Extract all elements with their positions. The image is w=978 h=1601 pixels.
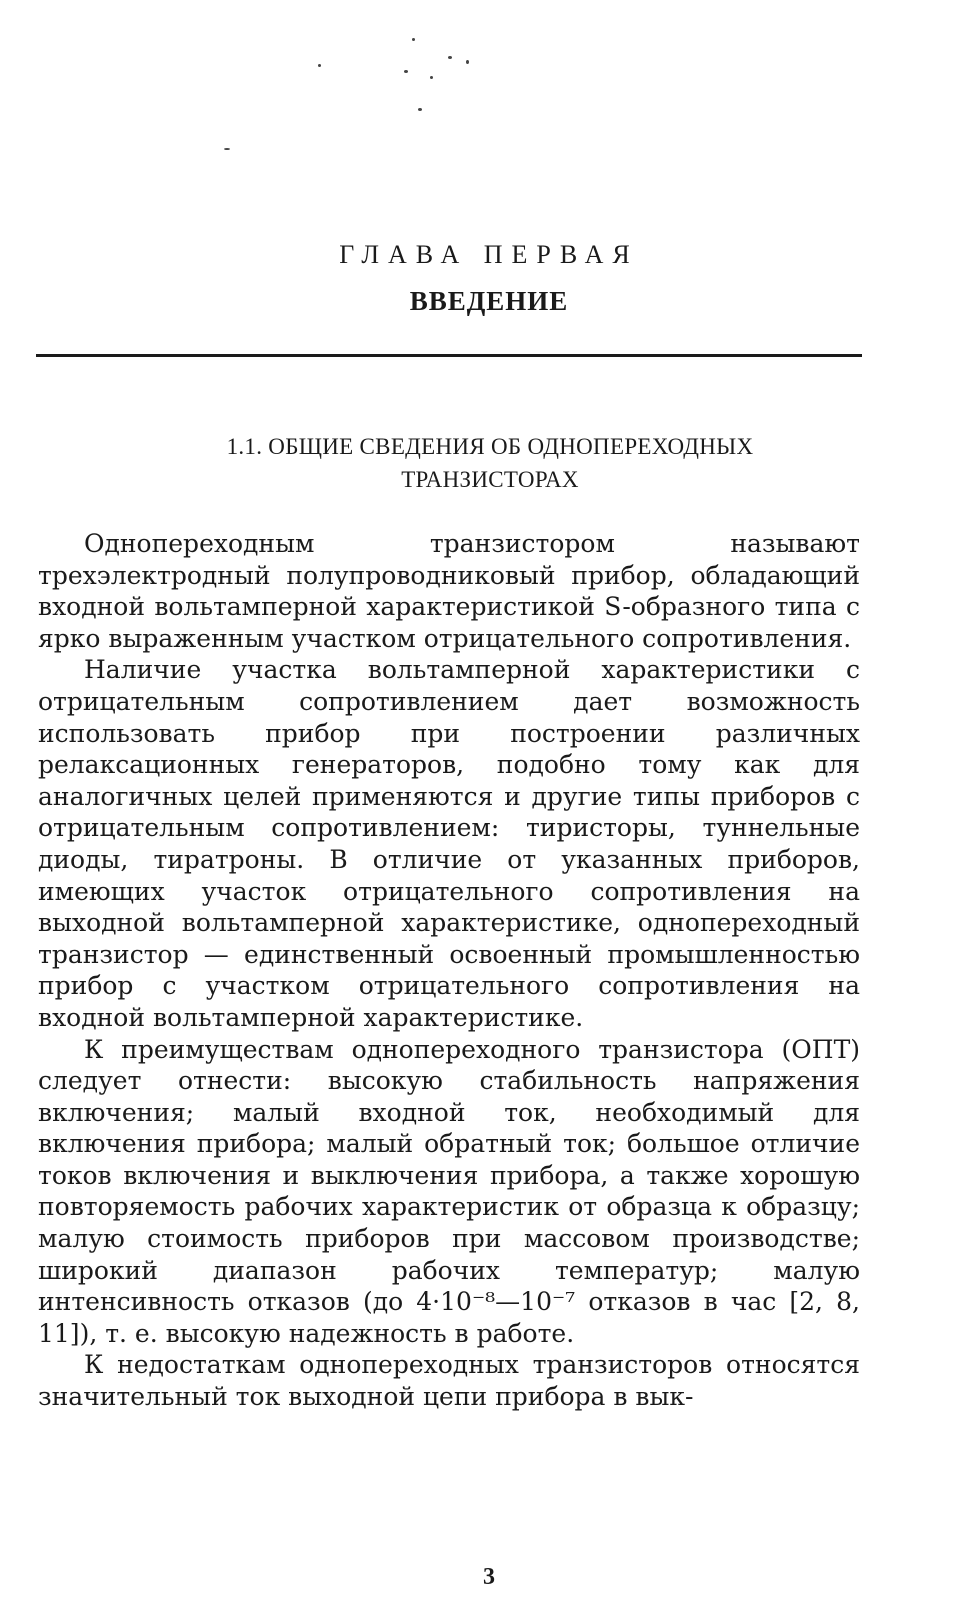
section-heading <box>60 430 920 496</box>
chapter-title: ВВЕДЕНИЕ <box>409 286 569 316</box>
paragraph-definition: Однопереходным транзистором называют трехэлектродный полупроводниковый прибор, обладающий входной вольтамперной характеристикой S-образного типа с ярко выраженным участком отрицательного сопротивления. <box>38 529 860 653</box>
paragraph-negative-resistance: Наличие участка вольтамперной характеристики с отрицательным сопротивлением дает возможность использовать прибор при построении различных релаксационных генераторов, подобно тому как для аналогичных целей применяются и другие типы приборов с отрицательным сопротивлением: тиристоры, туннельные диоды, тиратроны. В отличие от указанных приборов, имеющих участок отрицательного сопротивления на выходной вольтамперной характеристике, однопереходный транзистор — единственный освоенный промышленностью прибор с участком отрицательного сопротивления на входной вольтамперной характеристике. <box>38 655 860 1032</box>
scan-speck <box>412 38 415 41</box>
section-heading-line2: ТРАНЗИСТОРАХ <box>401 467 579 492</box>
scan-speck <box>466 60 469 64</box>
scan-speck <box>224 148 230 150</box>
chapter-label: ГЛАВА ПЕРВАЯ <box>339 240 639 269</box>
scan-speck <box>430 76 433 79</box>
scan-speck <box>318 64 321 67</box>
scan-speck <box>418 108 422 111</box>
page-number: 3 <box>483 1564 495 1590</box>
scan-speck <box>448 56 452 59</box>
paragraph-advantages: К преимуществам однопереходного транзистора (ОПТ) следует отнести: высокую стабильность напряжения включения; малый входной ток, необходимый для включения прибора; малый обратный ток; большое отличие токов включения и выключения прибора, а также хорошую повторяемость рабочих характеристик от образца к образцу; малую стоимость приборов при массовом производстве; широкий диапазон рабочих температур; малую интенсивность отказов (до 4·10⁻⁸—10⁻⁷ отказов в час [2, 8, 11]), т. е. высокую надежность в работе. <box>38 1034 860 1348</box>
paragraph-disadvantages: К недостаткам однопереходных транзисторов относятся значительный ток выходной цепи прибора в вык- <box>38 1350 860 1412</box>
section-heading-line1: 1.1. ОБЩИЕ СВЕДЕНИЯ ОБ ОДНОПЕРЕХОДНЫХ <box>226 434 754 459</box>
scan-speck <box>404 70 408 73</box>
body-text <box>38 528 860 1413</box>
chapter-divider <box>36 354 862 357</box>
